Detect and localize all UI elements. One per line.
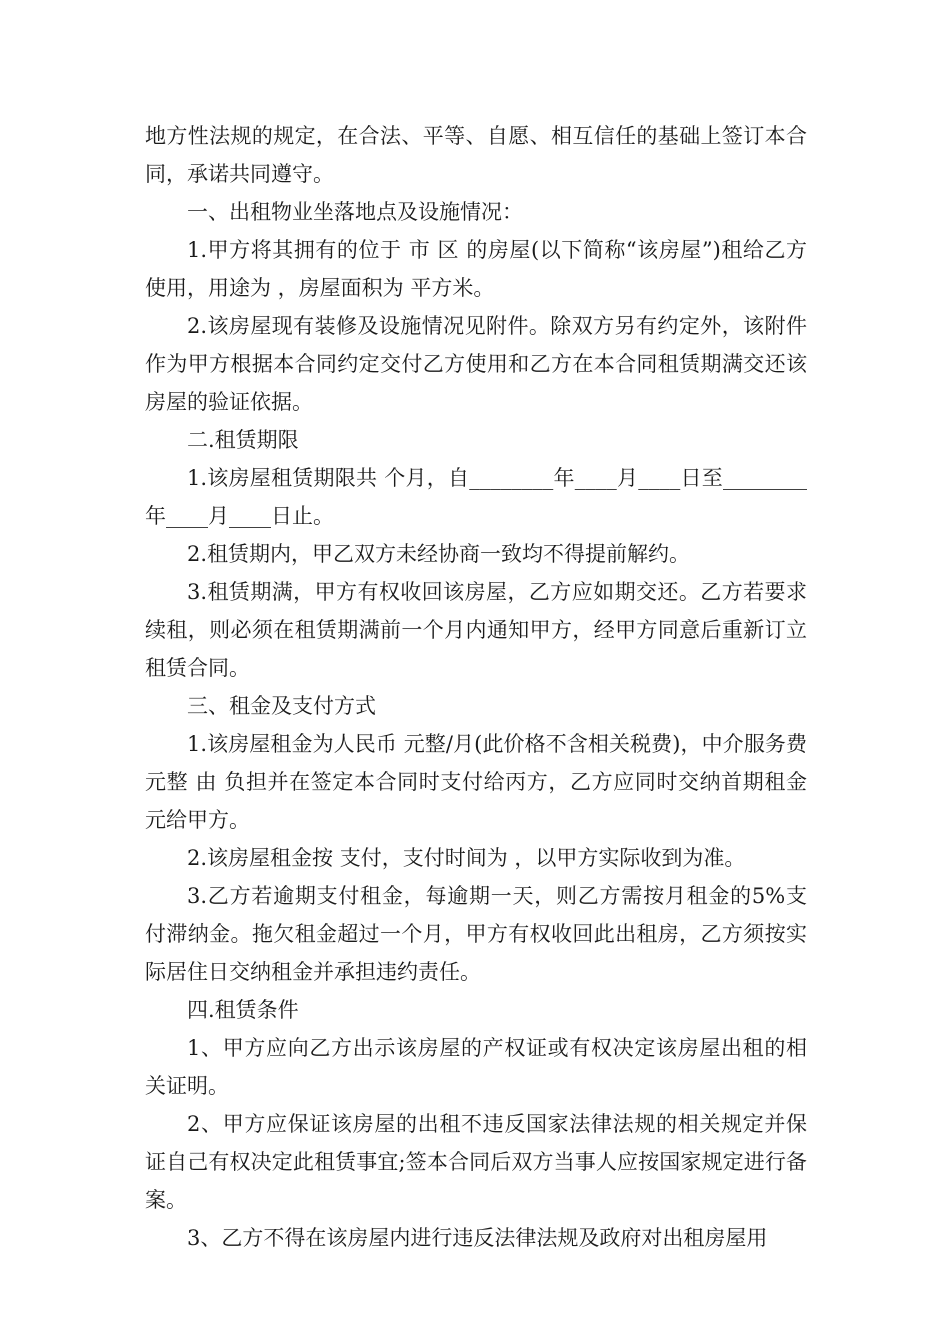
- paragraph: 1.甲方将其拥有的位于 市 区 的房屋(以下简称“该房屋”)租给乙方使用，用途为 ，房屋面积为 平方米。: [145, 238, 807, 300]
- paragraph: 地方性法规的规定，在合法、平等、自愿、相互信任的基础上签订本合同，承诺共同遵守。: [145, 124, 807, 186]
- paragraph: 1.该房屋租赁期限共 个月，自________年____月____日至________年____月____日止。: [145, 466, 807, 528]
- paragraph: 2.该房屋租金按 支付，支付时间为 ，以甲方实际收到为准。: [187, 846, 746, 870]
- section-heading: 一、出租物业坐落地点及设施情况：: [187, 200, 523, 224]
- paragraph: 1.该房屋租金为人民币 元整/月(此价格不含相关税费)，中介服务费 元整 由 负担并在签定本合同时支付给丙方，乙方应同时交纳首期租金 元给甲方。: [145, 732, 807, 832]
- paragraph: 3、乙方不得在该房屋内进行违反法律法规及政府对出租房屋用: [187, 1226, 768, 1250]
- paragraph: 3.乙方若逾期支付租金，每逾期一天，则乙方需按月租金的5%支付滞纳金。拖欠租金超过一个月，甲方有权收回此出租房，乙方须按实际居住日交纳租金并承担违约责任。: [145, 884, 807, 984]
- paragraph: 2.该房屋现有装修及设施情况见附件。除双方另有约定外，该附件作为甲方根据本合同约定交付乙方使用和乙方在本合同租赁期满交还该房屋的验证依据。: [145, 314, 807, 414]
- section-heading: 二.租赁期限: [187, 428, 299, 452]
- section-heading: 四.租赁条件: [187, 998, 299, 1022]
- document-body: [145, 117, 807, 1257]
- paragraph: 2.租赁期内，甲乙双方未经协商一致均不得提前解约。: [187, 542, 691, 566]
- section-heading: 三、租金及支付方式: [187, 694, 376, 718]
- paragraph: 1、甲方应向乙方出示该房屋的产权证或有权决定该房屋出租的相关证明。: [145, 1036, 807, 1098]
- paragraph: 2、甲方应保证该房屋的出租不违反国家法律法规的相关规定并保证自己有权决定此租赁事宜;签本合同后双方当事人应按国家规定进行备案。: [145, 1112, 807, 1212]
- paragraph: 3.租赁期满，甲方有权收回该房屋，乙方应如期交还。乙方若要求续租，则必须在租赁期满前一个月内通知甲方，经甲方同意后重新订立租赁合同。: [145, 580, 807, 680]
